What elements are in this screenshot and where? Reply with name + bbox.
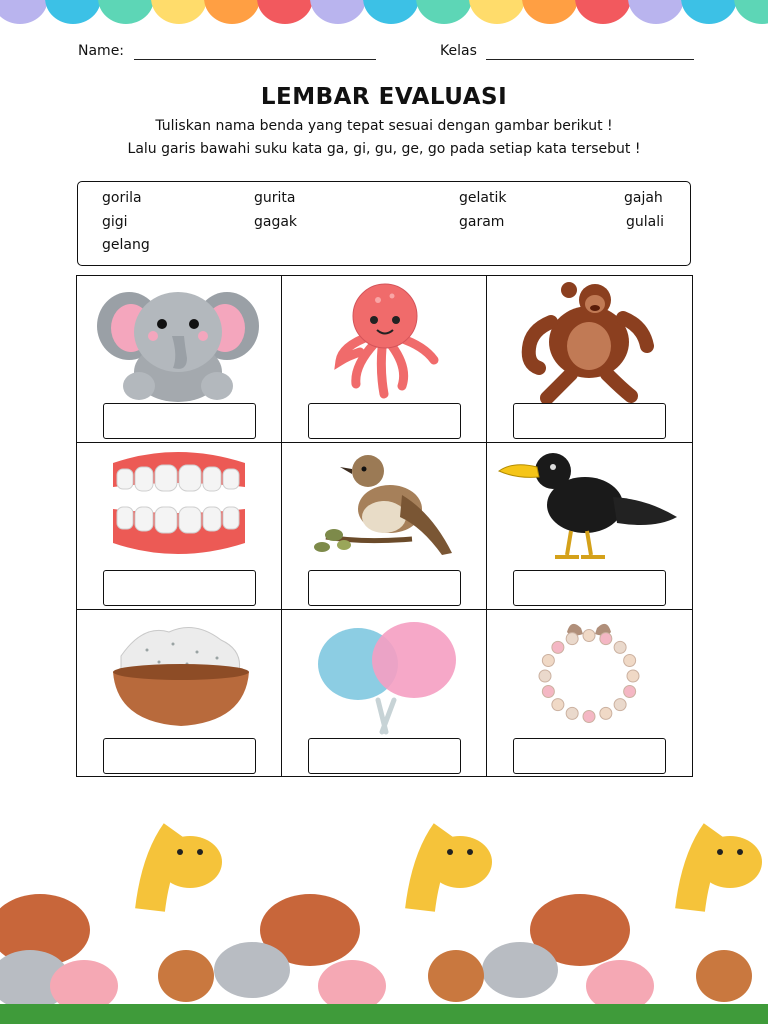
scallop-shape (522, 0, 578, 24)
bead-shape (614, 699, 626, 711)
bead-shape (614, 641, 626, 653)
picture-cell (487, 610, 692, 777)
answer-box[interactable] (103, 570, 256, 606)
instruction-line-1: Tuliskan nama benda yang tepat sesuai dengan gambar berikut ! (155, 118, 613, 134)
class-label: Kelas (440, 43, 477, 59)
bead-shape (552, 641, 564, 653)
instruction-line-2: Lalu garis bawahi suku kata ga, gi, gu, ge, go pada setiap kata tersebut ! (127, 141, 641, 157)
scallop-shape (257, 0, 313, 24)
octopus-icon (282, 276, 487, 404)
scallop-shape (734, 0, 768, 24)
bead-shape (566, 633, 578, 645)
word-bank-item: gorila (102, 190, 142, 206)
scallop-shape (628, 0, 684, 24)
picture-cell (282, 276, 487, 443)
scallop-shape (416, 0, 472, 24)
bead-shape (542, 655, 554, 667)
picture-grid (76, 275, 693, 777)
scallop-shape (98, 0, 154, 24)
giraffe-icon (150, 832, 222, 910)
scallop-shape (45, 0, 101, 24)
answer-box[interactable] (308, 738, 461, 774)
answer-box[interactable] (513, 738, 666, 774)
word-bank-item: garam (459, 214, 505, 230)
bead-shape (624, 685, 636, 697)
answer-box[interactable] (308, 570, 461, 606)
picture-cell (77, 610, 282, 777)
name-label: Name: (78, 43, 125, 59)
bead-shape (624, 655, 636, 667)
picture-cell (487, 276, 692, 443)
bead-shape (583, 710, 595, 722)
salt-bowl-icon (77, 610, 282, 738)
picture-cell (487, 443, 692, 610)
bead-shape (627, 670, 639, 682)
bead-shape (600, 707, 612, 719)
answer-box[interactable] (308, 403, 461, 439)
bracelet-icon (487, 610, 692, 738)
word-bank (77, 181, 691, 266)
giraffe-icon (420, 832, 492, 910)
class-field[interactable] (486, 59, 694, 60)
picture-cell (77, 443, 282, 610)
bead-shape (552, 699, 564, 711)
word-bank-item: gagak (254, 214, 298, 230)
word-bank-item: gurita (254, 190, 296, 206)
bead-shape (600, 633, 612, 645)
animal-border-illustration (0, 790, 768, 1024)
bead-shape (539, 670, 551, 682)
answer-box[interactable] (103, 738, 256, 774)
gorilla-icon (487, 276, 692, 404)
answer-box[interactable] (103, 403, 256, 439)
word-bank-item: gulali (626, 214, 665, 230)
elephant-icon (77, 276, 282, 404)
answer-box[interactable] (513, 570, 666, 606)
scallop-shape (363, 0, 419, 24)
crow-icon (487, 443, 692, 571)
page-title: LEMBAR EVALUASI (260, 84, 508, 110)
bead-shape (566, 707, 578, 719)
picture-cell (282, 443, 487, 610)
word-bank-item: gigi (102, 214, 128, 230)
name-field[interactable] (134, 59, 376, 60)
word-bank-item: gajah (624, 190, 663, 206)
picture-cell (282, 610, 487, 777)
bead-shape (583, 630, 595, 642)
header-fields (78, 43, 694, 63)
scallop-shape (151, 0, 207, 24)
scalloped-border (0, 0, 768, 26)
word-bank-item: gelang (102, 237, 150, 253)
answer-box[interactable] (513, 403, 666, 439)
sparrow-bird-icon (282, 443, 487, 571)
teeth-icon (77, 443, 282, 571)
word-bank-item: gelatik (459, 190, 507, 206)
scallop-shape (469, 0, 525, 24)
giraffe-icon (690, 832, 762, 910)
bead-shape (542, 685, 554, 697)
cotton-candy-icon (282, 610, 487, 738)
scallop-shape (575, 0, 631, 24)
scallop-shape (0, 0, 48, 24)
scallop-shape (204, 0, 260, 24)
picture-cell (77, 276, 282, 443)
grass-icon (0, 1004, 768, 1024)
scallop-shape (310, 0, 366, 24)
scallop-shape (681, 0, 737, 24)
